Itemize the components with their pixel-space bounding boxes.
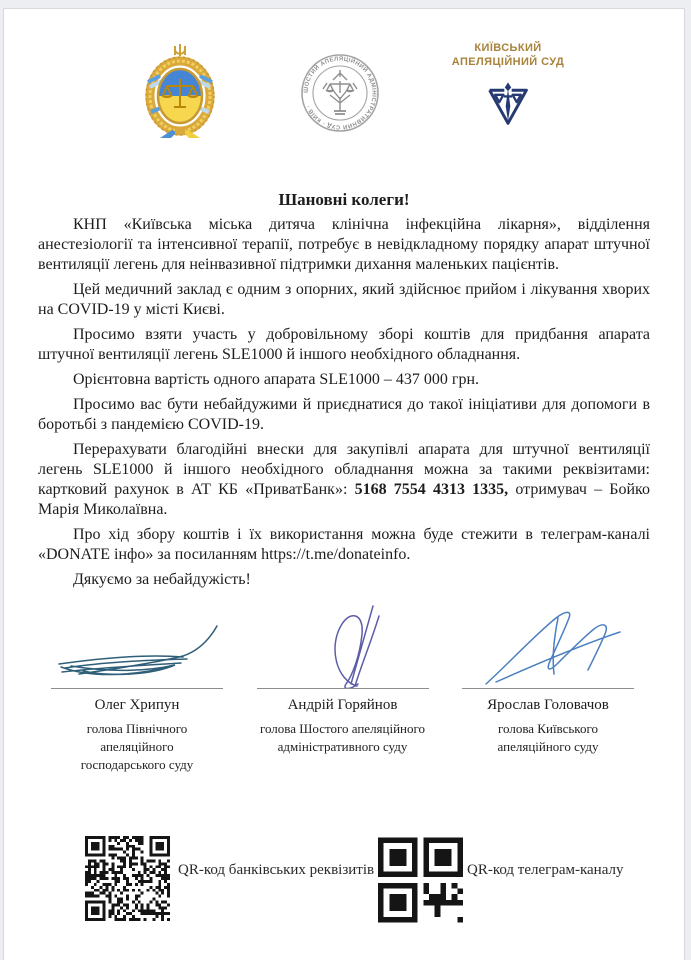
paragraph-join: Просимо вас бути небайдужими й приєднатися до такої ініціативи для допомоги в боротьбі з пандемією COVID-19. <box>38 396 650 433</box>
requisites-post: отримувач – Бойко Марія Миколаївна. <box>38 481 650 518</box>
signature-block-horiainov <box>257 604 429 774</box>
qr-code-bank <box>85 836 170 921</box>
header-logos <box>38 9 650 161</box>
signature-block-khrypun <box>51 604 223 774</box>
qr-label-bank: QR-код банківських реквізитів <box>178 862 375 878</box>
paragraph-telegram: Про хід збору коштів і їх використання можна буде стежити в телеграм-каналі «DONATE інфо» за посиланням https://t.me/donateinfo. <box>38 526 650 563</box>
signatures-row <box>38 604 650 774</box>
kyiv-court-emblem-icon <box>485 76 531 132</box>
signatory-name: Олег Хрипун <box>94 697 180 713</box>
signature-stroke-icon <box>257 604 429 688</box>
signature-stroke-icon <box>462 604 634 688</box>
card-number: 5168 7554 4313 1335, <box>354 481 509 498</box>
signatory-role: голова Київського апеляційного суду <box>497 721 599 754</box>
requisites-pre: Перерахувати благодійні внески для закупівлі апарата для штучної вентиляції легень SLE1000 й іншого необхідного обладнання можна за такими реквізитами: картковий рахунок в АТ КБ «ПриватБанк»: <box>38 441 650 498</box>
signature-block-holovachov <box>462 604 634 774</box>
signatory-role: голова Шостого апеляційного адміністративного суду <box>259 721 426 754</box>
signature-line <box>462 688 634 689</box>
signature-line <box>257 688 429 689</box>
signature-stroke-icon <box>51 604 223 688</box>
signatory-role: голова Північного апеляційного господарського суду <box>80 721 194 772</box>
admin-court-seal-icon <box>300 53 380 133</box>
seal-ring-text: ШОСТИЙ АПЕЛЯЦІЙНИЙ АДМІНІСТРАТИВНИЙ СУД · КИЇВ · <box>303 56 377 130</box>
paragraph-hospital: КНП «Київська міська дитяча клінічна інфекційна лікарня», відділення анестезіології та інтенсивної терапії, потребує в невідкладному порядку апарат штучної вентиляції легень для неінвазивної підтримки дихання маленьких пацієнтів. <box>38 216 650 273</box>
paragraph-closing: Дякуємо за небайдужість! <box>73 571 251 588</box>
signatory-name: Ярослав Головачов <box>487 697 609 713</box>
qr-row <box>38 836 650 928</box>
signatory-name: Андрій Горяйнов <box>287 697 398 713</box>
kyiv-court-title-line1: КИЇВСЬКИЙ <box>474 42 542 54</box>
qr-code-telegram <box>378 836 463 924</box>
kyiv-court-logo <box>438 41 578 137</box>
paragraph-price: Орієнтовна вартість одного апарата SLE1000 – 437 000 грн. <box>73 371 479 388</box>
signature-line <box>51 688 223 689</box>
letter-title: Шановні колеги! <box>278 190 410 209</box>
paragraph-covid-hub: Цей медичний заклад є одним з опорних, який здійснює прийом і лікування хворих на COVID-19 у місті Києві. <box>38 281 650 318</box>
paragraph-requisites <box>38 440 650 520</box>
paragraph-fundraising: Просимо взяти участь у добровільному зборі коштів для придбання апарата штучної вентиляції легень SLE1000 й іншого необхідного обладнання. <box>38 326 650 363</box>
document-page <box>3 8 685 960</box>
kyiv-court-title-line2: АПЕЛЯЦІЙНИЙ СУД <box>451 56 565 68</box>
qr-label-telegram: QR-код телеграм-каналу <box>467 862 624 878</box>
commercial-court-emblem-icon <box>138 44 222 139</box>
